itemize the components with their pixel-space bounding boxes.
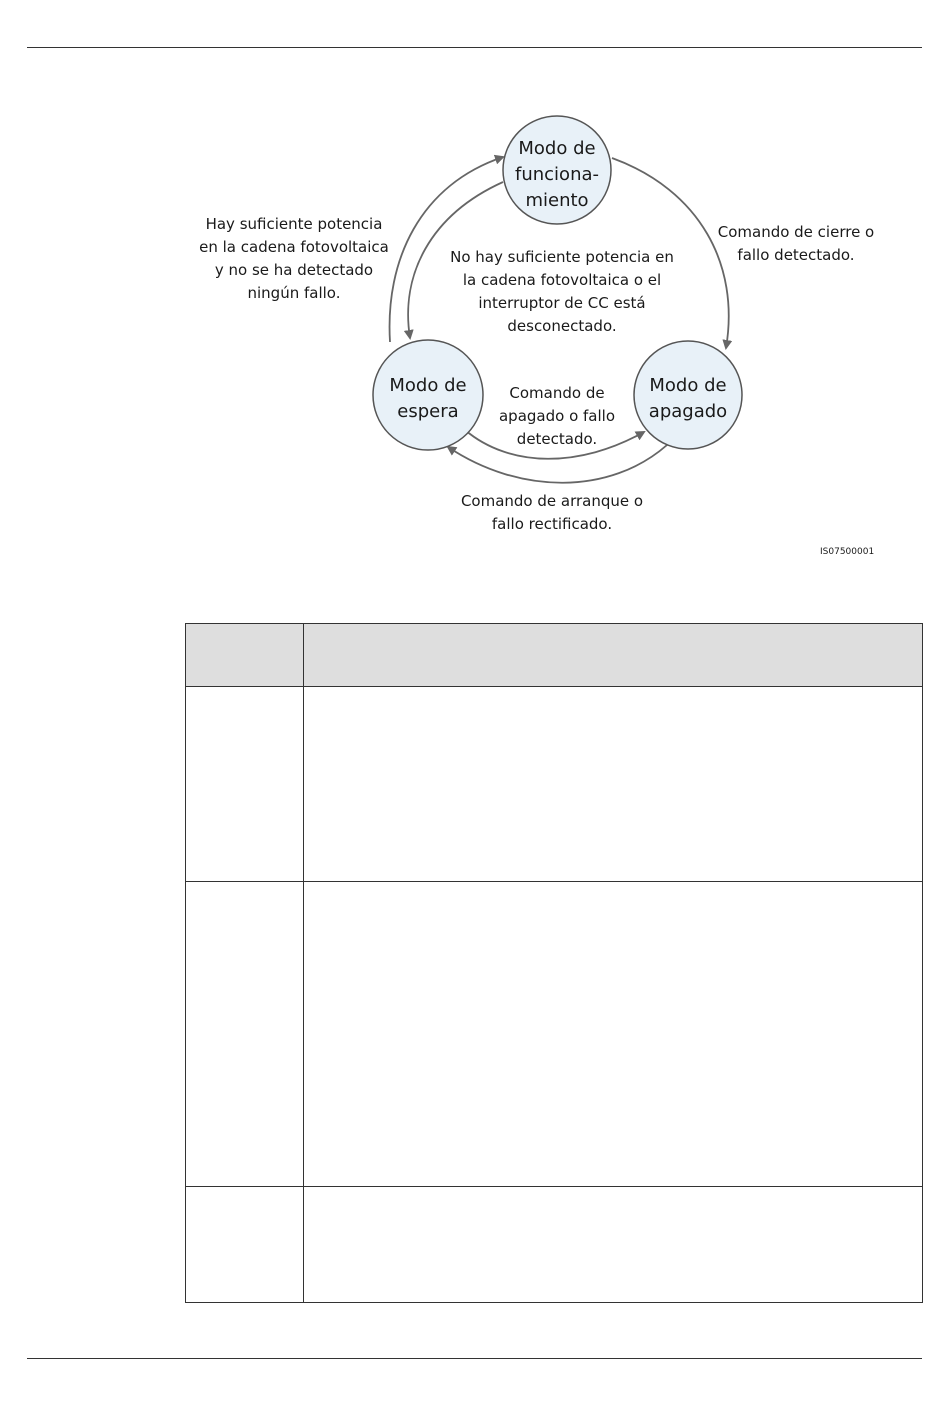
label-running-to-standby-2: la cadena fotovoltaica o el	[462, 271, 662, 289]
label-standby-to-shutdown-3: detectado.	[516, 430, 598, 448]
table-row	[186, 882, 923, 1187]
label-running-to-standby-4: desconectado.	[507, 317, 617, 335]
node-running-line-1: Modo de	[518, 138, 596, 159]
label-running-to-shutdown-2: fallo detectado.	[737, 246, 855, 264]
node-standby-line-1: Modo de	[389, 375, 467, 396]
table-cell	[186, 687, 304, 882]
mode-table	[185, 623, 923, 1303]
table-cell	[186, 1187, 304, 1303]
table-row	[186, 1187, 923, 1303]
table-header-cell	[186, 624, 304, 687]
label-running-to-standby-1: No hay suficiente potencia en	[450, 248, 674, 266]
label-standby-to-shutdown	[499, 384, 615, 448]
arrow-shutdown-to-standby	[448, 445, 667, 483]
label-shutdown-to-standby-2: fallo rectificado.	[491, 515, 613, 533]
table-cell	[304, 687, 923, 882]
label-standby-to-running-4: ningún fallo.	[247, 284, 341, 302]
figure-id: IS07500001	[820, 547, 875, 557]
node-shutdown-line-2: apagado	[648, 401, 728, 422]
node-running	[503, 116, 611, 224]
node-shutdown	[634, 341, 742, 449]
label-running-to-standby-3: interruptor de CC está	[478, 294, 646, 312]
table-row	[186, 687, 923, 882]
node-running-line-3: miento	[525, 190, 589, 211]
label-standby-to-shutdown-1: Comando de	[509, 384, 605, 402]
label-shutdown-to-standby	[461, 492, 643, 533]
node-shutdown-line-1: Modo de	[649, 375, 727, 396]
label-standby-to-running-3: y no se ha detectado	[214, 261, 374, 279]
label-standby-to-running-2: en la cadena fotovoltaica	[199, 238, 389, 256]
node-running-line-2: funciona-	[515, 164, 599, 185]
node-standby-line-2: espera	[397, 401, 459, 422]
table-cell	[304, 882, 923, 1187]
label-running-to-standby	[450, 248, 674, 335]
table-header-cell	[304, 624, 923, 687]
label-standby-to-shutdown-2: apagado o fallo	[498, 407, 616, 425]
table-cell	[304, 1187, 923, 1303]
label-shutdown-to-standby-1: Comando de arranque o	[460, 492, 644, 510]
node-standby	[373, 340, 483, 450]
label-standby-to-running	[199, 215, 389, 302]
table-header-row	[186, 624, 923, 687]
table-cell	[186, 882, 304, 1187]
label-standby-to-running-1: Hay suficiente potencia	[205, 215, 383, 233]
label-running-to-shutdown	[718, 223, 875, 264]
label-running-to-shutdown-1: Comando de cierre o	[717, 223, 875, 241]
state-diagram	[0, 0, 950, 600]
footer-rule	[27, 1358, 922, 1359]
